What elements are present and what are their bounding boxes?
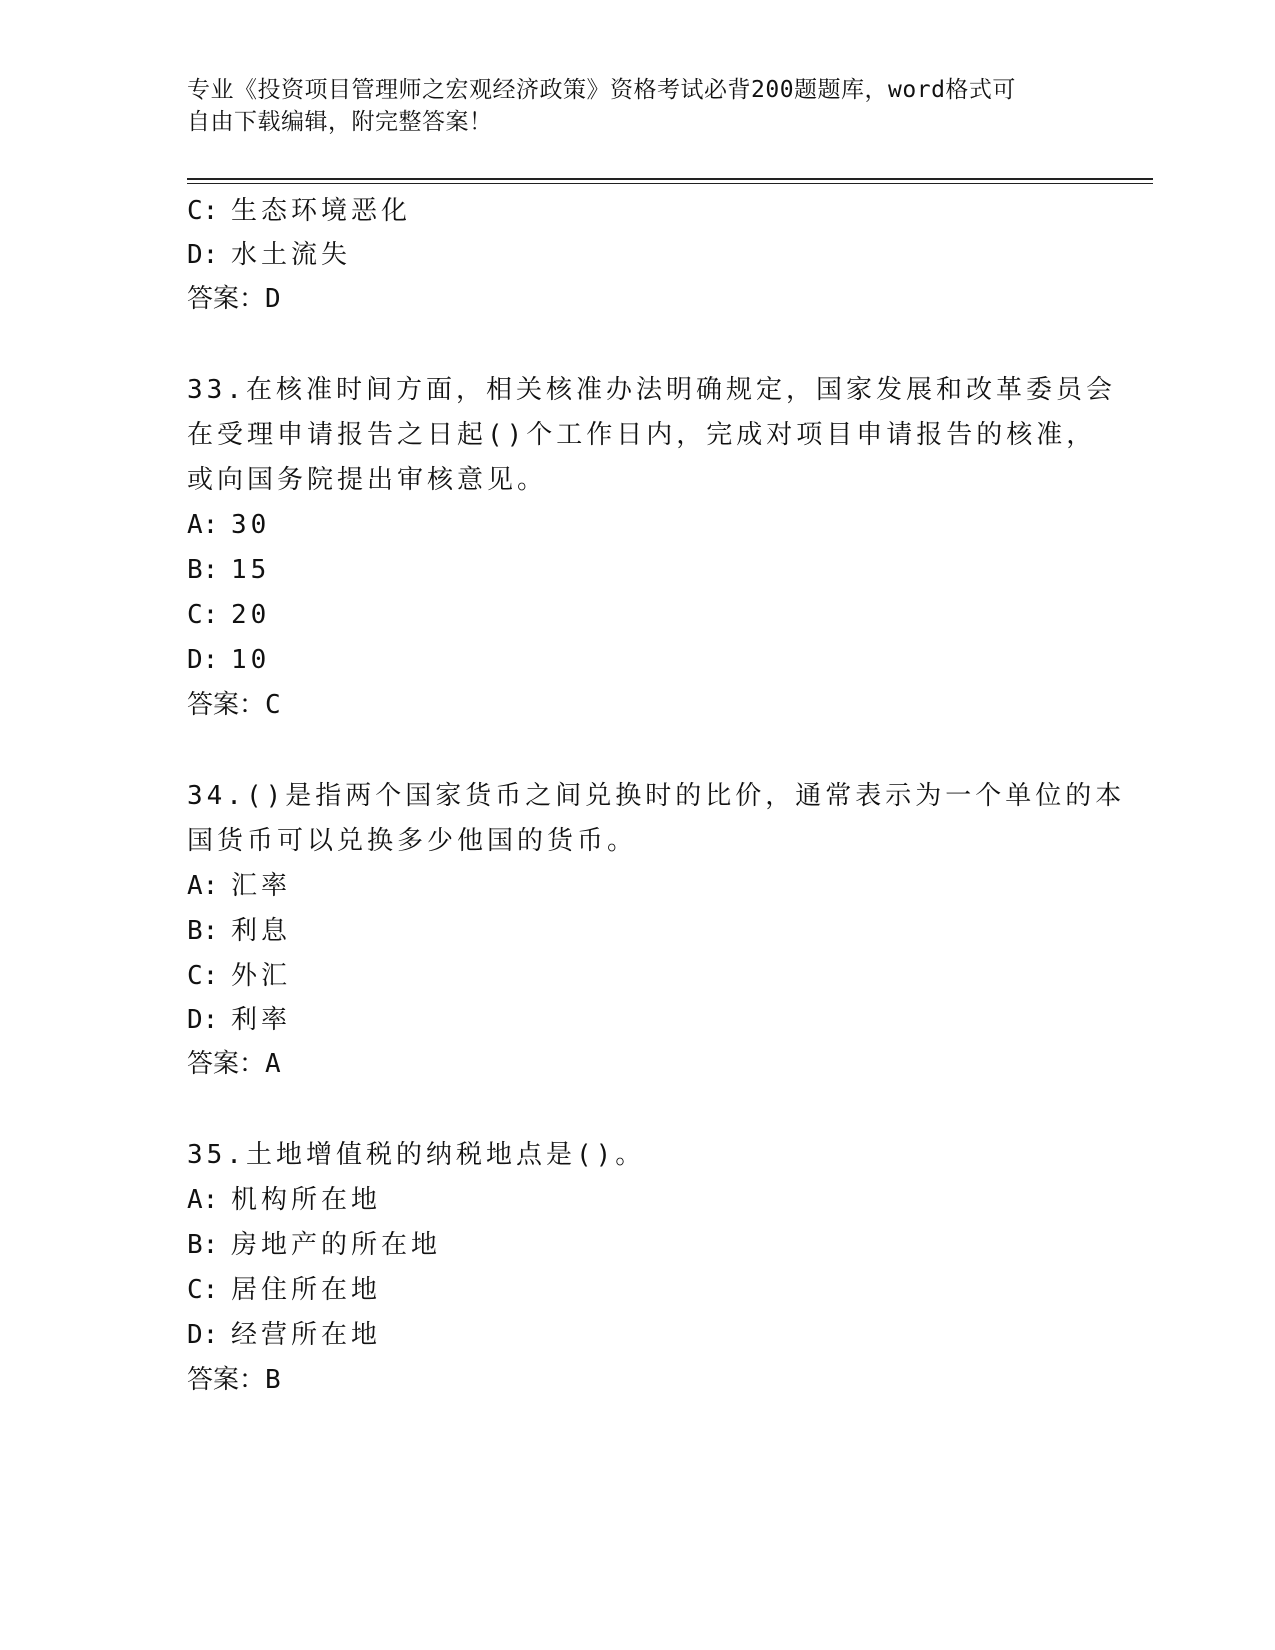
option-text: 20	[231, 600, 271, 630]
header-line-1: 专业《投资项目管理师之宏观经济政策》资格考试必背200题题库，word格式可	[187, 77, 1016, 103]
option-letter: D:	[187, 1005, 219, 1035]
option-b	[187, 914, 291, 948]
option-letter: C:	[187, 600, 219, 630]
option-text: 30	[231, 510, 271, 540]
option-d	[187, 238, 351, 272]
option-b	[187, 1228, 441, 1262]
question-text-line: 35.土地增值税的纳税地点是()。	[187, 1140, 646, 1170]
option-a	[187, 1183, 381, 1217]
answer-line	[187, 1363, 281, 1397]
option-text: 利息	[231, 916, 292, 946]
option-text: 10	[231, 645, 271, 675]
option-letter: D:	[187, 1320, 219, 1350]
option-letter: A:	[187, 871, 219, 901]
option-letter: A:	[187, 510, 219, 540]
answer-value: B	[265, 1365, 281, 1395]
option-d	[187, 1003, 291, 1037]
option-c	[187, 194, 411, 228]
option-a	[187, 508, 270, 542]
option-text: 汇率	[231, 871, 292, 901]
option-letter: C:	[187, 1275, 219, 1305]
option-text: 利率	[231, 1005, 292, 1035]
question-text-line: 33.在核准时间方面，相关核准办法明确规定，国家发展和改革委员会	[187, 375, 1116, 405]
document-header	[187, 74, 1067, 138]
option-a	[187, 869, 291, 903]
answer-label: 答案：	[187, 1049, 266, 1079]
answer-line	[187, 688, 281, 722]
option-text: 居住所在地	[231, 1275, 382, 1305]
answer-label: 答案：	[187, 690, 266, 720]
answer-value: A	[265, 1049, 281, 1079]
option-letter: A:	[187, 1185, 219, 1215]
option-d	[187, 1318, 381, 1352]
header-line-2: 自由下载编辑，附完整答案！	[187, 109, 493, 135]
option-text: 15	[231, 555, 271, 585]
option-letter: B:	[187, 1230, 219, 1260]
answer-label: 答案：	[187, 284, 266, 314]
option-letter: B:	[187, 555, 219, 585]
option-letter: D:	[187, 645, 219, 675]
option-text: 生态环境恶化	[231, 196, 412, 226]
option-letter: C:	[187, 196, 219, 226]
header-divider-thick	[187, 178, 1153, 180]
option-letter: D:	[187, 240, 219, 270]
answer-value: D	[265, 284, 281, 314]
option-text: 外汇	[231, 961, 292, 991]
option-text: 房地产的所在地	[231, 1230, 442, 1260]
option-text: 经营所在地	[231, 1320, 382, 1350]
answer-value: C	[265, 690, 281, 720]
option-b	[187, 553, 270, 587]
answer-label: 答案：	[187, 1365, 266, 1395]
question-text-line: 34.()是指两个国家货币之间兑换时的比价，通常表示为一个单位的本	[187, 781, 1126, 811]
option-c	[187, 1273, 381, 1307]
question-text-line: 在受理申请报告之日起()个工作日内，完成对项目申请报告的核准，	[187, 420, 1097, 450]
answer-line	[187, 1047, 281, 1081]
question-text-line: 国货币可以兑换多少他国的货币。	[187, 826, 638, 856]
option-c	[187, 598, 270, 632]
option-text: 水土流失	[231, 240, 352, 270]
option-text: 机构所在地	[231, 1185, 382, 1215]
answer-line	[187, 282, 281, 316]
option-letter: B:	[187, 916, 219, 946]
question-text-line: 或向国务院提出审核意见。	[187, 465, 548, 495]
option-letter: C:	[187, 961, 219, 991]
option-c	[187, 959, 291, 993]
header-divider-thin	[187, 183, 1153, 184]
option-d	[187, 643, 270, 677]
